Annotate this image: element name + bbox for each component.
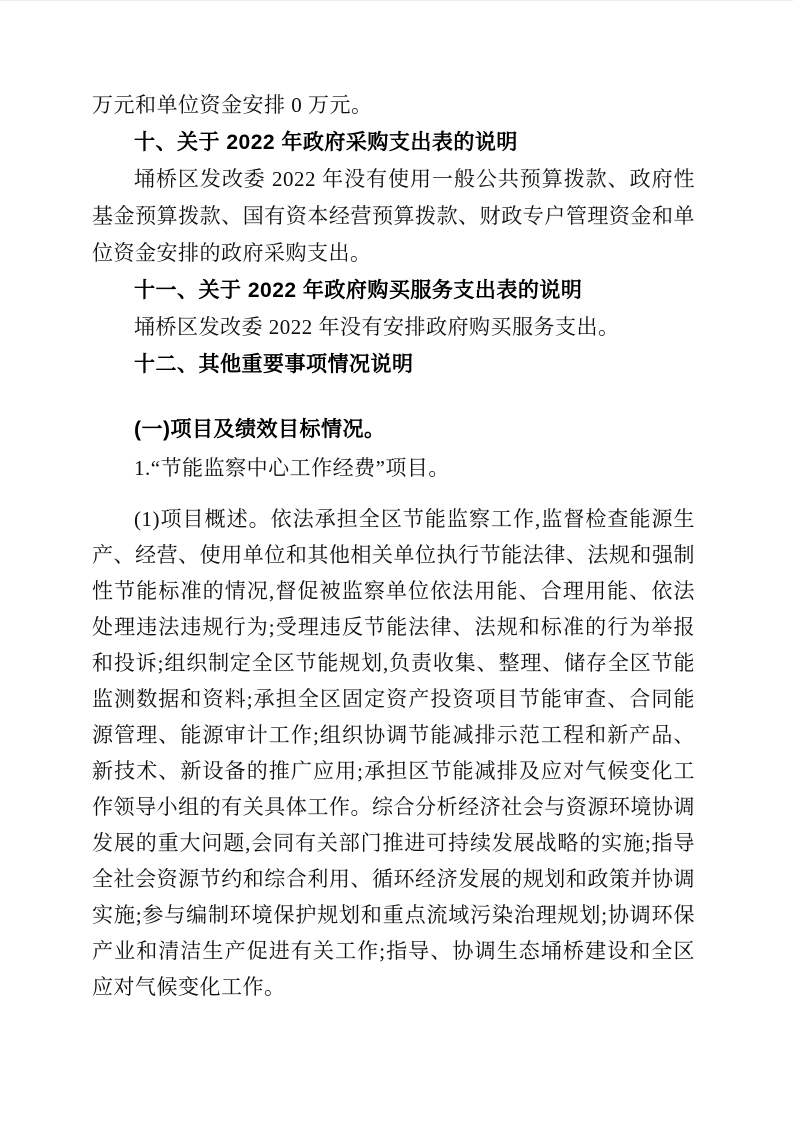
project-1-overview-paragraph: (1)项目概述。依法承担全区节能监察工作,监督检查能源生产、经营、使用单位和其他相关单位执行节能法律、法规和强制性节能标准的情况,督促被监察单位依法用能、合理用能、依法处理违法违规行为;受理违反节能法律、法规和标准的行为举报和投诉;组织制定全区节能规划,负责收集、整理、储存全区节能监测数据和资料;承担全区固定资产投资项目节能审查、合同能源管理、能源审计工作;组织协调节能减排示范工程和新产品、新技术、新设备的推广应用;承担区节能减排及应对气候变化工作领导小组的有关具体工作。综合分析经济社会与资源环境协调发展的重大问题,会同有关部门推进可持续发展战略的实施;指导全社会资源节约和综合利用、循环经济发展的规划和政策并协调实施;参与编制环境保护规划和重点流域污染治理规划;协调环保产业和清洁生产促进有关工作;指导、协调生态埇桥建设和全区应对气候变化工作。 — [92, 507, 695, 999]
subsection-1-heading: (一)项目及绩效目标情况。 — [134, 418, 386, 441]
blank-gap — [92, 487, 695, 501]
section-10-heading: 十、关于 2022 年政府采购支出表的说明 — [134, 131, 518, 154]
project-1-title: 1.“节能监察中心工作经费”项目。 — [134, 456, 450, 480]
blank-line — [92, 383, 695, 411]
section-11-paragraph: 埇桥区发改委 2022 年没有安排政府购买服务支出。 — [134, 315, 620, 339]
paragraph-carryover: 万元和单位资金安排 0 万元。 — [92, 93, 373, 117]
section-11-heading: 十一、关于 2022 年政府购买服务支出表的说明 — [134, 279, 583, 302]
section-12-heading: 十二、其他重要事项情况说明 — [134, 353, 414, 376]
section-10-paragraph: 埇桥区发改委 2022 年没有使用一般公共预算拨款、政府性基金预算拨款、国有资本经营预算拨款、财政专户管理资金和单位资金安排的政府采购支出。 — [92, 167, 695, 265]
